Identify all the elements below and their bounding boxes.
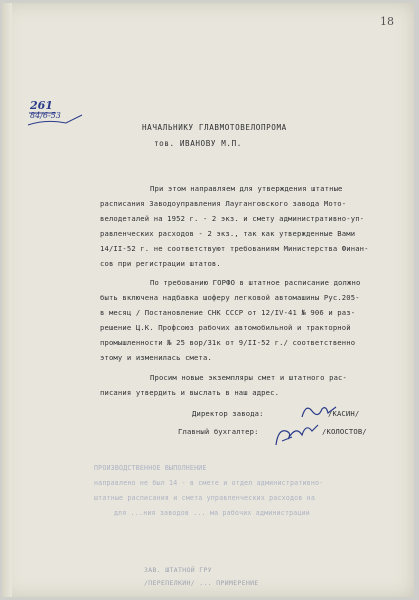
body-line: расписания Заводоуправления Лауганговского завода Мото- bbox=[100, 199, 347, 208]
body-line: По требованию ГОРФО в штатное расписание должно bbox=[150, 278, 361, 287]
margin-note-date: 84/6-53 bbox=[30, 111, 61, 120]
addressee-name: тов. ИВАНОВУ М.П. bbox=[154, 139, 242, 148]
director-name: /КАСИН/ bbox=[328, 409, 360, 418]
accountant-signature bbox=[272, 417, 322, 449]
accountant-name: /КОЛОСТОВ/ bbox=[322, 427, 367, 436]
margin-note-strokes bbox=[26, 99, 86, 127]
body-line: быть включена надбавка шоферу легковой автомашины Рус.205- bbox=[100, 293, 360, 302]
accountant-label: Главный бухгалтер: bbox=[178, 427, 259, 436]
director-label: Директор завода: bbox=[192, 409, 264, 418]
body-line: 14/II-52 г. не соответствуют требованиям Министерства Финан- bbox=[100, 244, 369, 253]
bleed-through-line: ПРОИЗВОДСТВЕННОЕ ВЫПОЛНЕНИЕ bbox=[94, 464, 207, 472]
addressee-title: НАЧАЛЬНИКУ ГЛАВМОТОВЕЛОПРОМА bbox=[142, 123, 287, 132]
margin-note-number: 261 bbox=[30, 99, 53, 112]
body-line: в месяц / Постановление СНК СССР от 12/IV-41 № 906 и раз- bbox=[100, 308, 356, 317]
bleed-through-line: /ПЕРЕПЕЛКИН/ ... ПРИМЕРЕНИЕ bbox=[144, 579, 259, 587]
body-line: сов при регистрации штатов. bbox=[100, 259, 221, 268]
body-line: писания утвердить и выслать в наш адрес. bbox=[100, 388, 280, 397]
body-line: При этом направляем для утверждения штатные bbox=[150, 184, 343, 193]
bleed-through-line: направлено не был 14 - в смете и отдел административно- bbox=[94, 479, 324, 487]
body-line: промышленности № 25 вор/31к от 9/II-52 г./ соответственно bbox=[100, 338, 356, 347]
body-line: решение Ц.К. Профсоюз рабочих автомобильной и тракторной bbox=[100, 323, 351, 332]
body-line: этому и изменилась смета. bbox=[100, 353, 212, 362]
body-line: Просим новые экземпляры смет и штатного рас- bbox=[150, 373, 347, 382]
bleed-through-line: штатные расписания и смета управленческих расходов на bbox=[94, 494, 315, 502]
page-fold-shadow bbox=[2, 3, 12, 597]
page-number: 18 bbox=[380, 15, 394, 28]
bleed-through-line: для ...ния заводов ... ма рабочих администрации bbox=[114, 509, 310, 517]
document-page bbox=[2, 3, 414, 597]
bleed-through-line: ЗАВ. ШТАТНОЙ ГРУ bbox=[144, 566, 212, 574]
body-line: равленческих расходов - 2 экз., так как утвержденные Вами bbox=[100, 229, 356, 238]
body-line: велодеталей на 1952 г. - 2 экз. и смету административно-уп- bbox=[100, 214, 365, 223]
